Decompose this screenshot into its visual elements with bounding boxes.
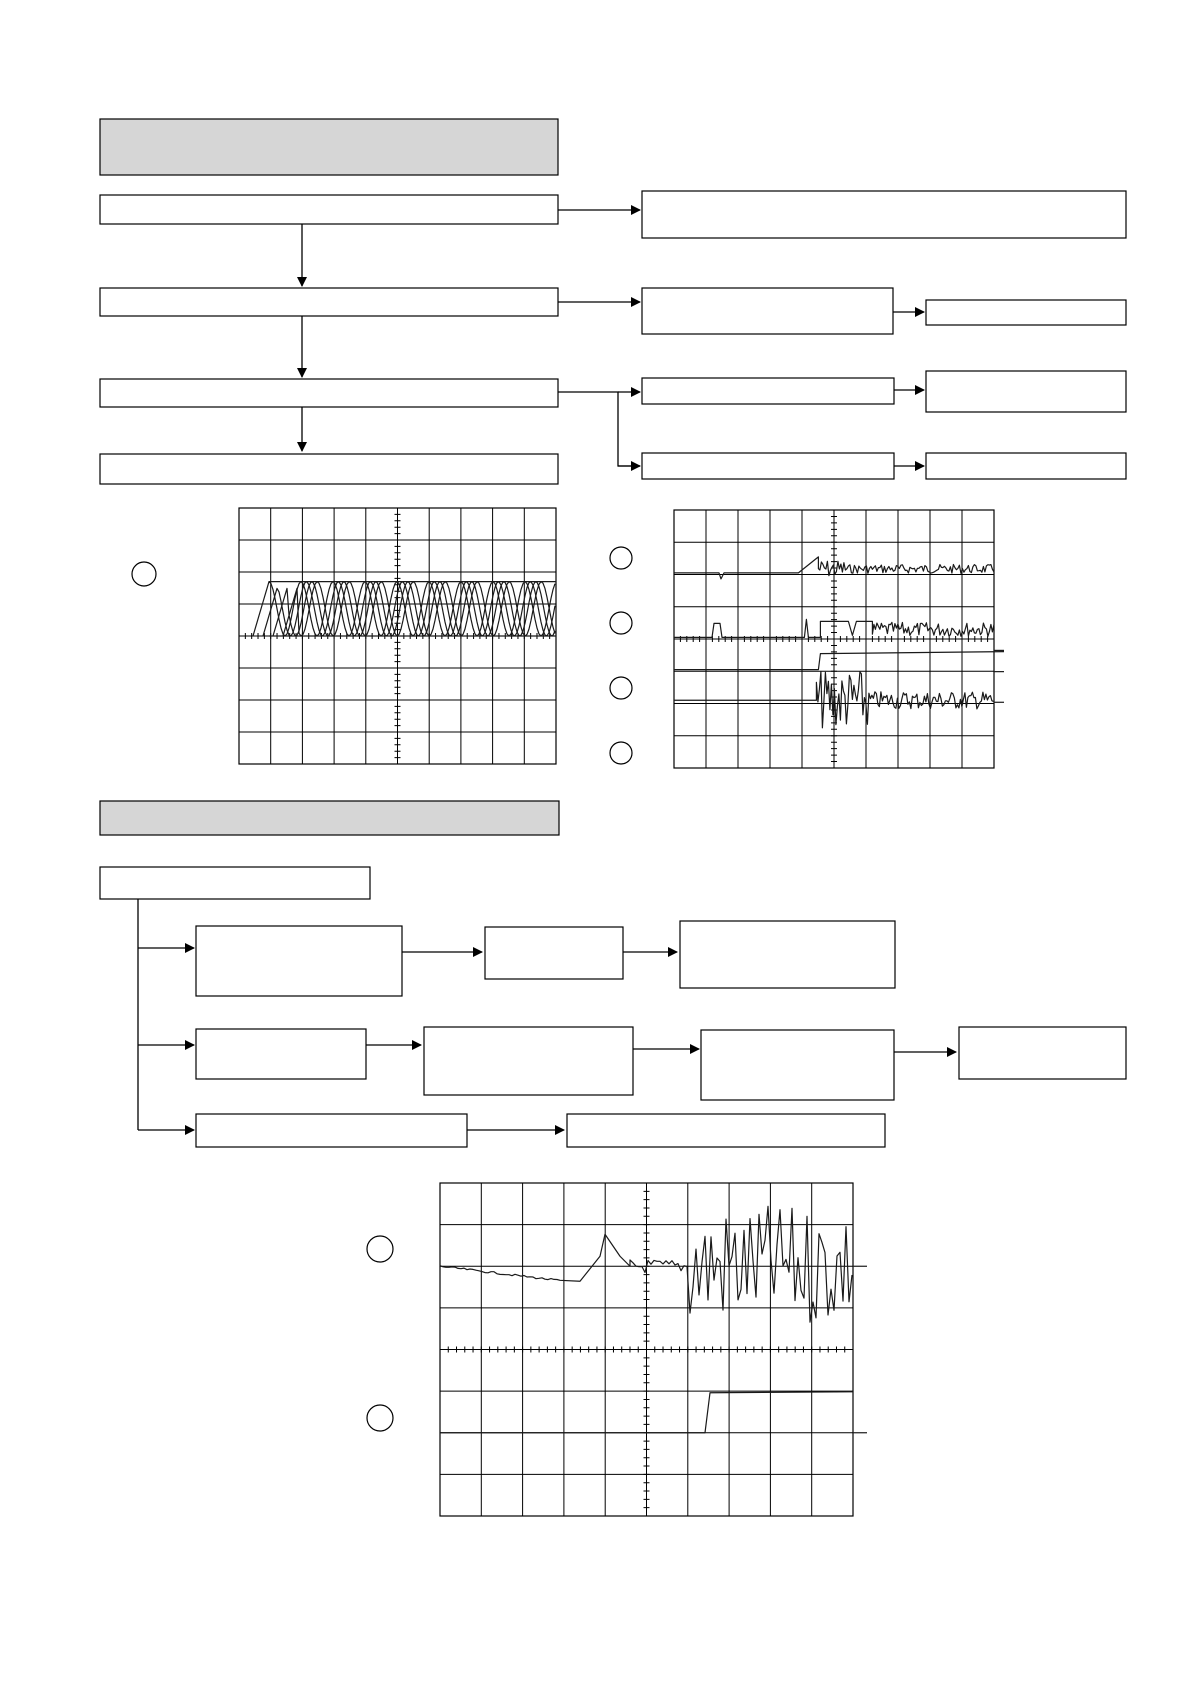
branch-2-d-box bbox=[959, 1027, 1126, 1079]
waveform-2-scope bbox=[674, 510, 1004, 768]
start-box bbox=[100, 867, 370, 899]
branch-1-b-box bbox=[485, 927, 623, 979]
waveform-2-channel-marker-2 bbox=[610, 612, 632, 634]
branch-3-a-box bbox=[196, 1114, 467, 1147]
waveform-3-channel-marker-1 bbox=[367, 1236, 393, 1262]
step-2-result-box bbox=[642, 288, 893, 334]
branch-3-b-box bbox=[567, 1114, 885, 1147]
step-2-action-box bbox=[926, 300, 1126, 325]
branch-2-c-box bbox=[701, 1030, 894, 1100]
step-3-result-a-box bbox=[642, 378, 894, 404]
step-3-box bbox=[100, 379, 558, 407]
step-4-box bbox=[100, 454, 558, 484]
step-3-action-a-box bbox=[926, 371, 1126, 412]
section-2-header bbox=[100, 801, 559, 835]
section-1-header bbox=[100, 119, 558, 175]
step-1-result-box bbox=[642, 191, 1126, 238]
step-3-action-b-box bbox=[926, 453, 1126, 479]
waveform-1-channel-marker bbox=[132, 562, 156, 586]
step-2-box bbox=[100, 288, 558, 316]
waveform-3-scope bbox=[440, 1183, 867, 1516]
step-1-box bbox=[100, 195, 558, 224]
waveform-2-channel-marker-3 bbox=[610, 677, 632, 699]
waveform-1-scope bbox=[239, 508, 556, 764]
step-3-result-b-box bbox=[642, 453, 894, 479]
branch-1-c-box bbox=[680, 921, 895, 988]
waveform-2-channel-marker-1 bbox=[610, 547, 632, 569]
branch-2-a-box bbox=[196, 1029, 366, 1079]
branch-1-a-box bbox=[196, 926, 402, 996]
branch-2-b-box bbox=[424, 1027, 633, 1095]
branch-line-step-3 bbox=[558, 392, 640, 466]
waveform-2-channel-marker-4 bbox=[610, 742, 632, 764]
waveform-3-channel-marker-2 bbox=[367, 1405, 393, 1431]
